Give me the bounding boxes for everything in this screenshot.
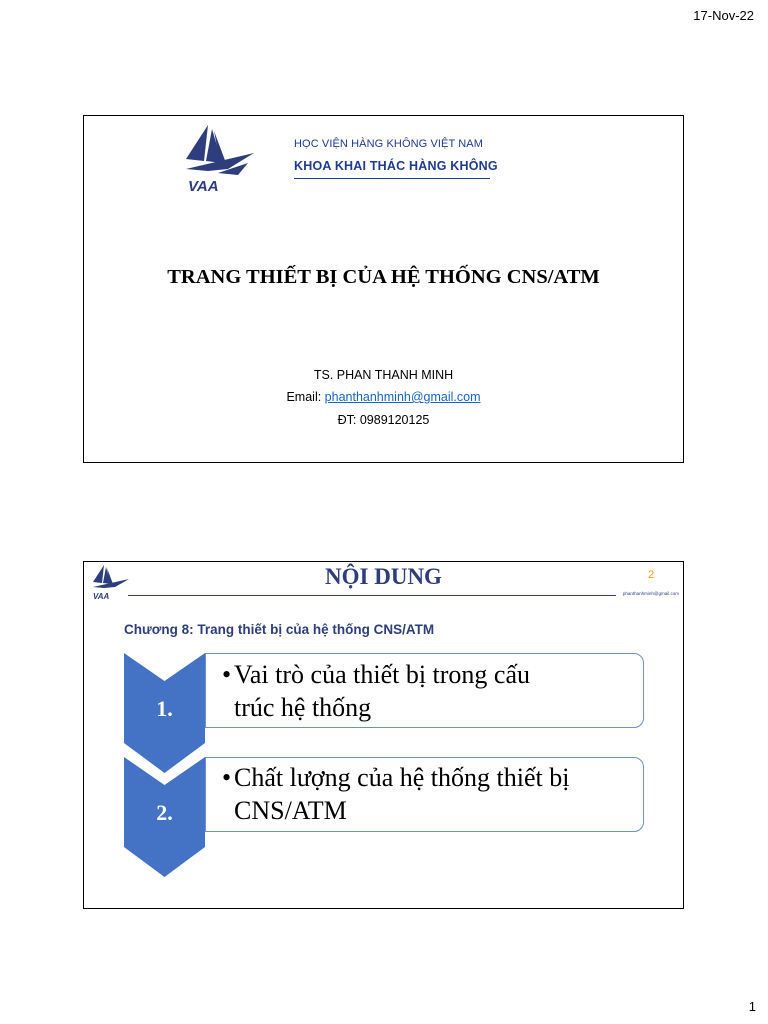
header-line xyxy=(128,595,616,596)
item-line-2a: Chất lượng của hệ thống thiết bị xyxy=(234,763,570,792)
slide-contents xyxy=(83,561,684,909)
item-line-1a: Vai trò của thiết bị trong cấu xyxy=(234,660,531,689)
institution-name: HỌC VIỆN HÀNG KHÔNG VIỆT NAM xyxy=(294,138,484,150)
page-date: 17-Nov-22 xyxy=(693,8,754,23)
item-line-1b: trúc hệ thống xyxy=(234,693,372,722)
chapter-title: Chương 8: Trang thiết bị của hệ thống CNS/ATM xyxy=(124,622,435,637)
slide-email: phanthanhminh@gmail.com xyxy=(622,591,679,596)
author-name: TS. PHAN THANH MINH xyxy=(313,368,454,382)
item-text-2 xyxy=(222,761,637,827)
slide-number: 2 xyxy=(648,569,655,581)
page-number: 1 xyxy=(748,999,756,1014)
item-bullet-1: • xyxy=(222,660,232,689)
slide-title xyxy=(83,115,684,463)
contents-heading: NỘI DUNG xyxy=(325,564,442,589)
phone-number: ĐT: 0989120125 xyxy=(337,413,430,427)
faculty-underline xyxy=(294,178,490,179)
slide-title-heading: TRANG THIẾT BỊ CỦA HỆ THỐNG CNS/ATM xyxy=(167,266,600,288)
item-line-2b: CNS/ATM xyxy=(234,796,347,825)
item-bullet-2: • xyxy=(222,763,232,792)
vaa-logo-icon xyxy=(178,119,258,199)
email-label: Email: xyxy=(286,390,325,404)
item-text-1 xyxy=(222,658,637,724)
vaa-logo-small-text: VAA xyxy=(93,592,110,601)
faculty-name: KHOA KHAI THÁC HÀNG KHÔNG xyxy=(294,159,498,173)
email-row xyxy=(84,390,683,404)
item-number-2: 2. xyxy=(156,800,173,825)
item-number-1: 1. xyxy=(156,696,173,721)
email-link[interactable]: phanthanhminh@gmail.com xyxy=(324,390,481,404)
vaa-logo-text: VAA xyxy=(188,178,219,195)
